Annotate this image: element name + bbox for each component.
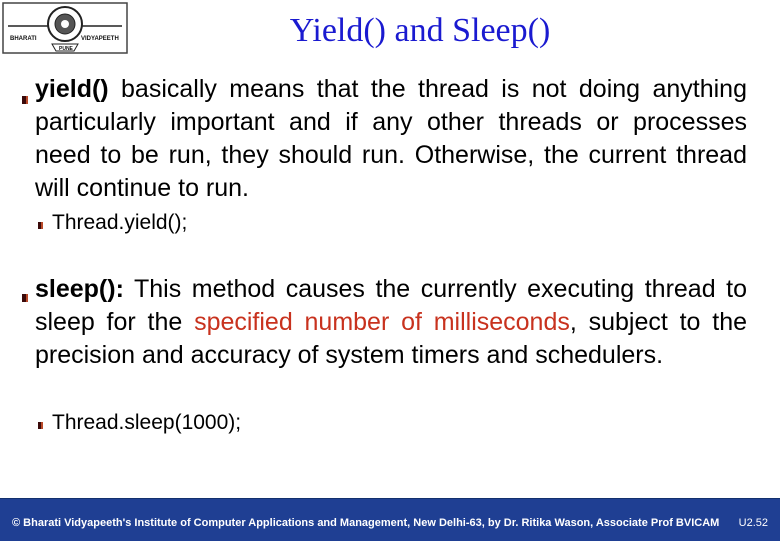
yield-term: yield() <box>35 75 109 103</box>
svg-text:VIDYAPEETH: VIDYAPEETH <box>81 36 119 42</box>
institute-logo <box>2 2 128 54</box>
sleep-description <box>35 273 747 372</box>
logo-emblem-icon <box>2 2 128 54</box>
sleep-term: sleep(): <box>35 275 124 303</box>
bullet-icon <box>22 96 28 104</box>
page-number: U2.52 <box>738 517 768 529</box>
footer-bar <box>0 498 780 541</box>
svg-text:PUNE: PUNE <box>59 46 73 52</box>
yield-description <box>35 73 747 205</box>
yield-code-example: Thread.yield(); <box>52 211 188 234</box>
svg-text:BHARATI: BHARATI <box>10 36 37 42</box>
bullet-icon <box>38 222 43 229</box>
bullet-icon <box>38 422 43 429</box>
sleep-text-start: This method causes the currently executing thread to sleep for the <box>35 275 747 336</box>
footer-credit: © Bharati Vidyapeeth's Institute of Computer Applications and Management, New Delhi-63, by Dr. Ritika Wason, Associate Prof BVICAM <box>12 517 720 529</box>
slide-title: Yield() and Sleep() <box>289 12 551 49</box>
sleep-highlight: specified number of milliseconds <box>194 308 570 336</box>
yield-text: basically means that the thread is not doing anything particularly important and if any other threads or processes need to be run, they should run. Otherwise, the current thread will continue to run. <box>35 75 747 202</box>
bullet-icon <box>22 294 28 302</box>
sleep-code-example: Thread.sleep(1000); <box>52 411 242 434</box>
sleep-text-end: , subject to the precision and accuracy of system timers and schedulers. <box>35 308 747 369</box>
